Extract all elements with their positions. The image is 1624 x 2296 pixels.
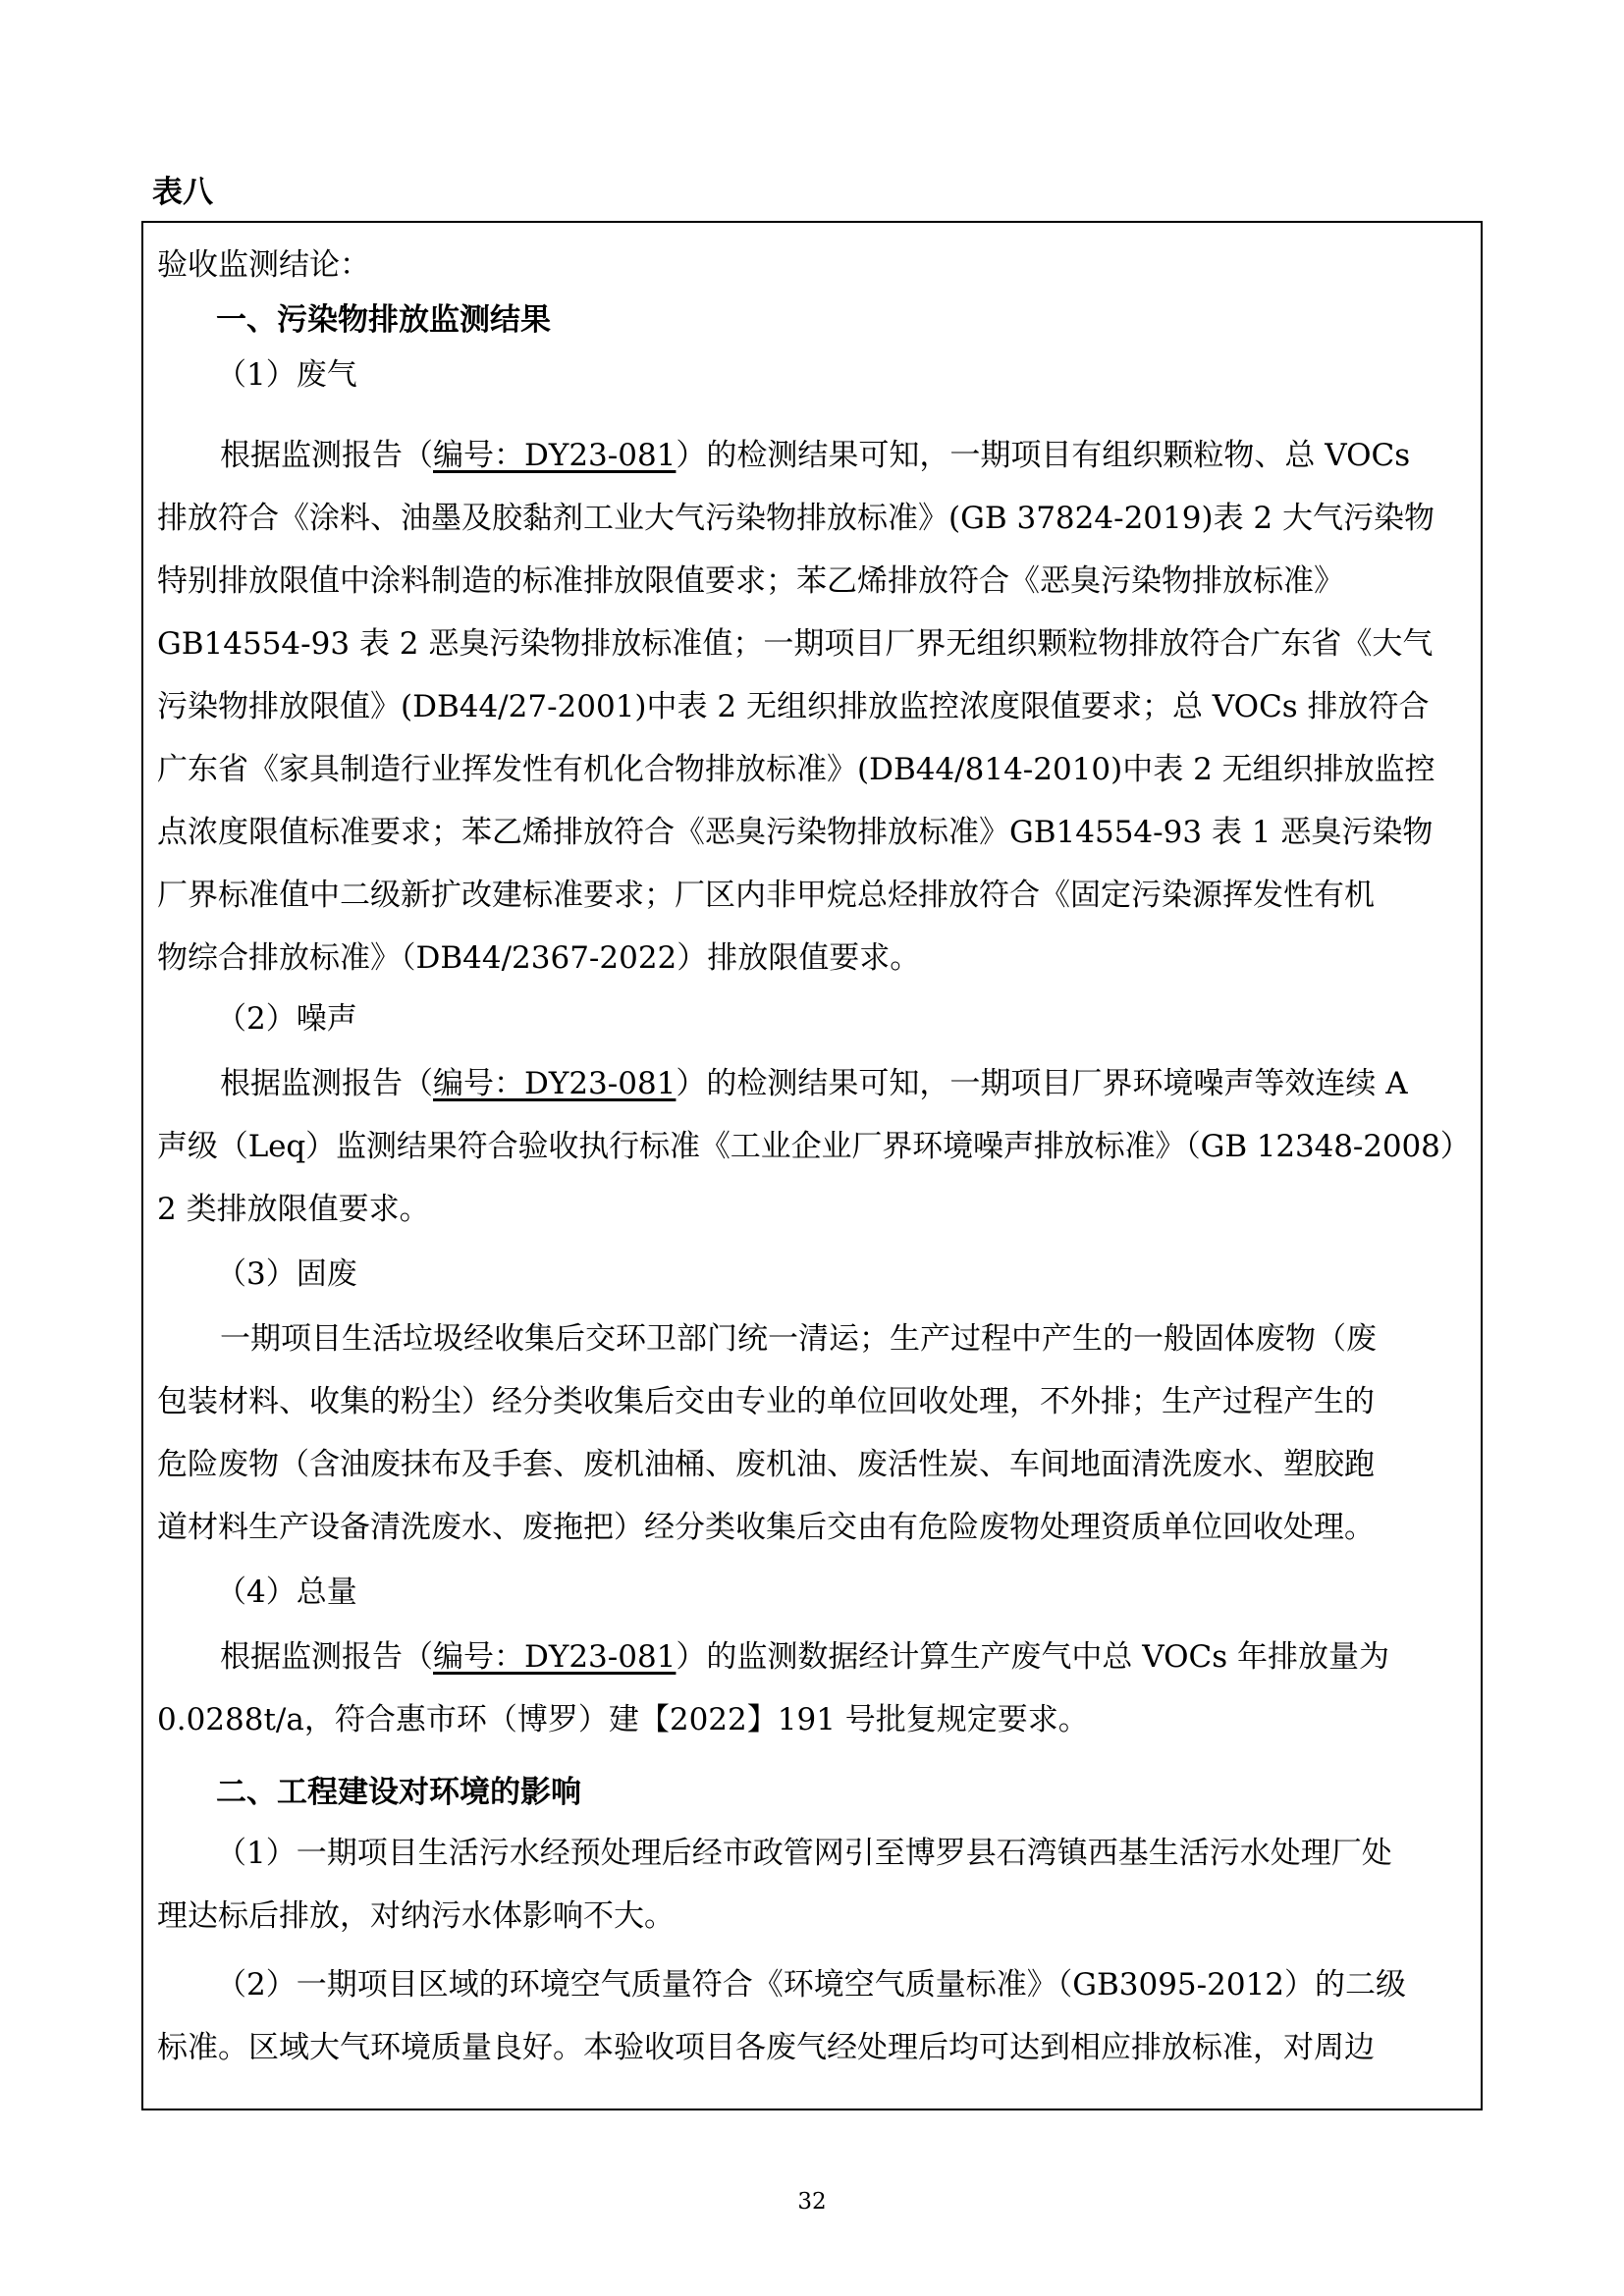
paragraph-line: 根据监测报告（编号：DY23-081）的监测数据经计算生产废气中总 VOCs 年排放量为 (220, 1639, 1390, 1675)
paragraph-line: 特别排放限值中涂料制造的标准排放限值要求；苯乙烯排放符合《恶臭污染物排放标准》 (157, 563, 1344, 599)
paragraph-line: 包装材料、收集的粉尘）经分类收集后交由专业的单位回收处理，不外排；生产过程产生的 (157, 1384, 1375, 1419)
report-number: 编号：DY23-081 (433, 438, 677, 473)
section-label: 验收监测结论： (157, 247, 370, 283)
paragraph-line: 污染物排放限值》(DB44/27-2001)中表 2 无组织排放监控浓度限值要求；总 VOCs 排放符合 (157, 689, 1430, 724)
paragraph-line: 根据监测报告（编号：DY23-081）的检测结果可知，一期项目有组织颗粒物、总 VOCs (220, 438, 1411, 473)
paragraph-line: 标准。区域大气环境质量良好。本验收项目各废气经处理后均可达到相应排放标准，对周边 (157, 2030, 1375, 2065)
paragraph-line: 危险废物（含油废抹布及手套、废机油桶、废机油、废活性炭、车间地面清洗废水、塑胶跑 (157, 1447, 1375, 1482)
paragraph-line: GB14554-93 表 2 恶臭污染物排放标准值；一期项目厂界无组织颗粒物排放符合广东省《大气 (157, 626, 1434, 662)
subsection-solid-title: （3）固废 (216, 1256, 357, 1292)
subsection-gas-title: （1）废气 (216, 357, 357, 393)
paragraph-line: 0.0288t/a，符合惠市环（博罗）建【2022】191 号批复规定要求。 (157, 1702, 1089, 1737)
paragraph-line: 理达标后排放，对纳污水体影响不大。 (157, 1898, 675, 1934)
paragraph-line: （2）一期项目区域的环境空气质量符合《环境空气质量标准》（GB3095-2012）的二级 (216, 1967, 1407, 2002)
table-title: 表八 (152, 175, 213, 210)
paragraph-line: 道材料生产设备清洗废水、废拖把）经分类收集后交由有危险废物处理资质单位回收处理。 (157, 1510, 1375, 1545)
subsection-noise-title: （2）噪声 (216, 1001, 357, 1037)
paragraph-line: 点浓度限值标准要求；苯乙烯排放符合《恶臭污染物排放标准》GB14554-93 表 1 恶臭污染物 (157, 815, 1434, 850)
paragraph-line: 根据监测报告（编号：DY23-081）的检测结果可知，一期项目厂界环境噪声等效连续 A (220, 1066, 1408, 1101)
section-1-heading: 一、污染物排放监测结果 (216, 302, 551, 338)
page-number: 32 (797, 2189, 827, 2215)
paragraph-line: 2 类排放限值要求。 (157, 1192, 430, 1227)
subsection-total-title: （4）总量 (216, 1575, 357, 1610)
paragraph-line: 排放符合《涂料、油墨及胶黏剂工业大气污染物排放标准》(GB 37824-2019)表 2 大气污染物 (157, 501, 1435, 536)
paragraph-line: （1）一期项目生活污水经预处理后经市政管网引至博罗县石湾镇西基生活污水处理厂处 (216, 1836, 1392, 1871)
paragraph-line: 厂界标准值中二级新扩改建标准要求；厂区内非甲烷总烃排放符合《固定污染源挥发性有机 (157, 878, 1375, 913)
report-number: 编号：DY23-081 (433, 1066, 677, 1101)
paragraph-line: 物综合排放标准》（DB44/2367-2022）排放限值要求。 (157, 940, 921, 976)
paragraph-line: 广东省《家具制造行业挥发性有机化合物排放标准》(DB44/814-2010)中表 2 无组织排放监控 (157, 752, 1435, 787)
paragraph-line: 一期项目生活垃圾经收集后交环卫部门统一清运；生产过程中产生的一般固体废物（废 (220, 1321, 1377, 1357)
paragraph-line: 声级（Leq）监测结果符合验收执行标准《工业企业厂界环境噪声排放标准》（GB 12348-2008） (157, 1129, 1471, 1164)
section-2-heading: 二、工程建设对环境的影响 (216, 1775, 581, 1810)
report-number: 编号：DY23-081 (433, 1639, 677, 1675)
